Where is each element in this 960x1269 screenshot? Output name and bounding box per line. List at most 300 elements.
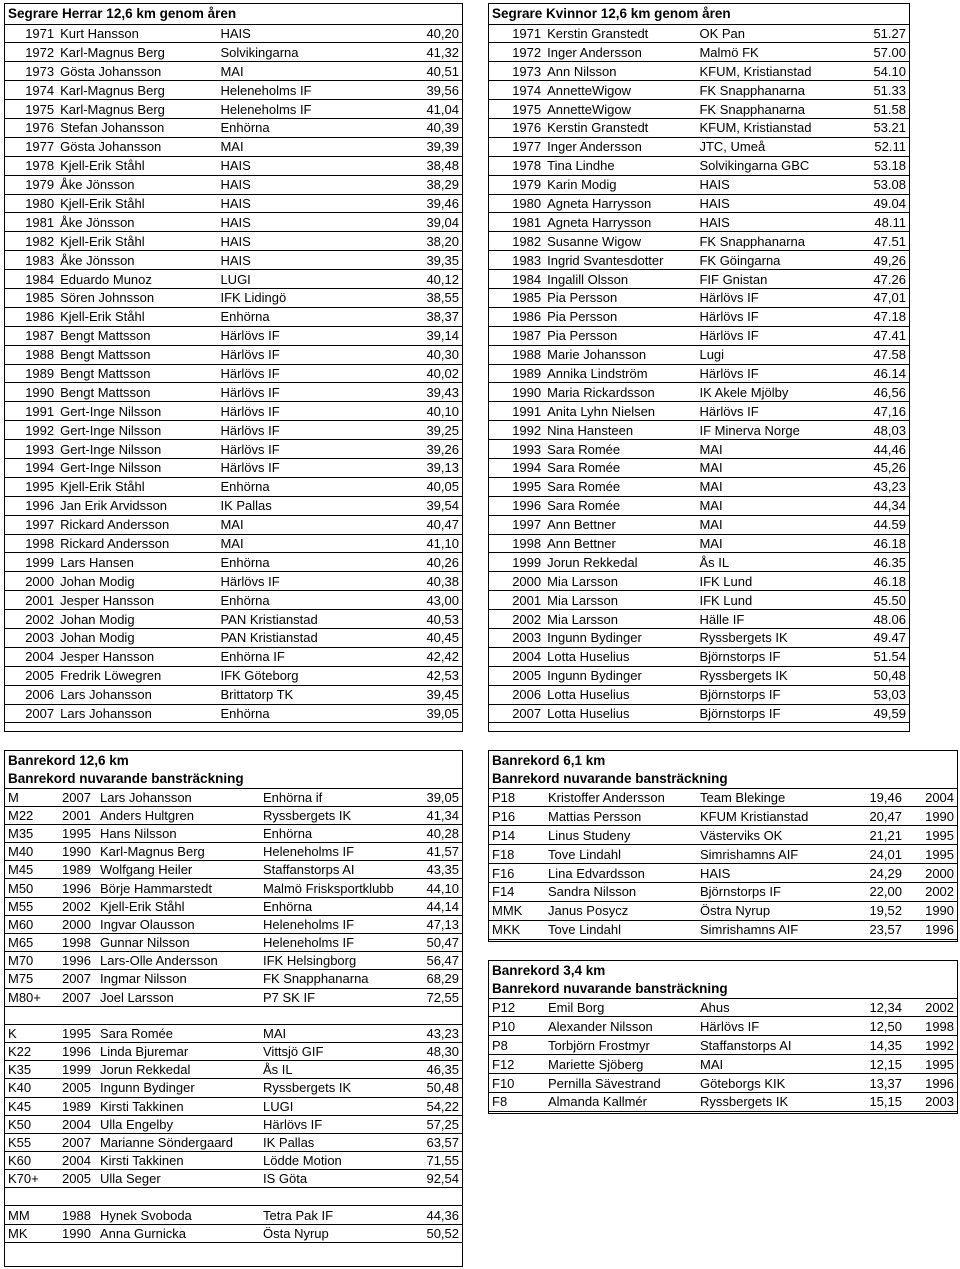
time-cell: 50,52	[412, 1224, 462, 1242]
club-cell: IFK Helsingborg	[260, 952, 412, 970]
name-cell: Gert-Inge Nilsson	[57, 458, 217, 477]
women-winner-row	[489, 81, 909, 100]
club-cell: Enhörna	[260, 897, 412, 915]
time-cell: 53.21	[847, 118, 909, 137]
year-cell: 1976	[489, 118, 544, 137]
record-12-6-row	[5, 1061, 462, 1079]
women-winners-panel	[488, 3, 910, 732]
record-3-4-subtitle: Banrekord nuvarande bansträckning	[489, 979, 957, 998]
class-cell: K22	[5, 1042, 59, 1060]
time-cell: 43,23	[847, 477, 909, 496]
year-cell: 2006	[489, 685, 544, 704]
time-cell: 46,35	[412, 1061, 462, 1079]
club-cell: Enhörna if	[260, 788, 412, 806]
class-cell: M35	[5, 824, 59, 842]
year-cell: 1995	[5, 477, 57, 496]
men-winner-row	[5, 232, 462, 251]
club-cell: FK Snapphanarna	[260, 970, 412, 988]
time-cell: 40,02	[358, 364, 462, 383]
club-cell: Brittatorp TK	[217, 685, 357, 704]
club-cell: MAI	[696, 440, 846, 459]
time-cell: 68,29	[412, 970, 462, 988]
women-winner-row	[489, 156, 909, 175]
time-cell: 40,45	[358, 629, 462, 648]
time-cell: 72,55	[412, 988, 462, 1006]
club-cell: FIF Gnistan	[696, 270, 846, 289]
club-cell: MAI	[217, 515, 357, 534]
name-cell: Kjell-Erik Ståhl	[57, 156, 217, 175]
year-cell: 2003	[905, 1092, 957, 1111]
class-cell: P8	[489, 1036, 545, 1055]
year-cell: 2002	[905, 998, 957, 1017]
women-winner-row	[489, 477, 909, 496]
women-winner-row	[489, 194, 909, 213]
women-winner-row	[489, 100, 909, 119]
club-cell: Björnstorps IF	[696, 647, 846, 666]
year-cell: 1978	[489, 156, 544, 175]
men-winner-row	[5, 572, 462, 591]
name-cell: Ingunn Bydinger	[97, 1079, 260, 1097]
name-cell: Ulla Seger	[97, 1170, 260, 1188]
class-cell: M50	[5, 879, 59, 897]
name-cell: Ingalill Olsson	[544, 270, 696, 289]
time-cell: 39,26	[358, 440, 462, 459]
year-cell: 1985	[489, 288, 544, 307]
year-cell: 2000	[59, 915, 97, 933]
year-cell: 1982	[5, 232, 57, 251]
time-cell: 44,34	[847, 496, 909, 515]
time-cell: 40,47	[358, 515, 462, 534]
name-cell: Nina Hansteen	[544, 421, 696, 440]
year-cell: 1986	[489, 307, 544, 326]
year-cell: 1996	[905, 920, 957, 939]
year-cell: 1999	[489, 553, 544, 572]
club-cell: Ryssbergets IK	[696, 629, 846, 648]
class-cell: MM	[5, 1206, 59, 1224]
time-cell: 46,56	[847, 383, 909, 402]
club-cell: Östra Nyrup	[697, 901, 843, 920]
club-cell: IS Göta	[260, 1170, 412, 1188]
name-cell: Lars Hansen	[57, 553, 217, 572]
record-3-4-row	[489, 1017, 957, 1036]
women-winner-row	[489, 137, 909, 156]
class-cell: M45	[5, 861, 59, 879]
club-cell: HAIS	[217, 24, 357, 43]
club-cell: HAIS	[217, 175, 357, 194]
year-cell: 1974	[489, 81, 544, 100]
name-cell: Anders Hultgren	[97, 806, 260, 824]
women-winner-row	[489, 591, 909, 610]
name-cell: Fredrik Löwegren	[57, 666, 217, 685]
club-cell: Björnstorps IF	[696, 685, 846, 704]
year-cell: 1996	[59, 952, 97, 970]
time-cell: 20,47	[843, 807, 905, 826]
year-cell: 1996	[905, 1074, 957, 1093]
name-cell: Rickard Andersson	[57, 515, 217, 534]
class-cell: K40	[5, 1079, 59, 1097]
club-cell: Solvikingarna	[217, 43, 357, 62]
club-cell: Heleneholms IF	[260, 843, 412, 861]
name-cell: Mariette Sjöberg	[545, 1055, 697, 1074]
name-cell: Åke Jönsson	[57, 175, 217, 194]
year-cell: 1987	[5, 326, 57, 345]
record-12-6-row	[5, 879, 462, 897]
class-cell: M65	[5, 934, 59, 952]
class-cell: P16	[489, 807, 545, 826]
men-winner-row	[5, 534, 462, 553]
time-cell: 48,30	[412, 1042, 462, 1060]
time-cell: 49,26	[847, 251, 909, 270]
year-cell: 1989	[59, 861, 97, 879]
name-cell: Sara Romée	[544, 496, 696, 515]
class-cell: K70+	[5, 1170, 59, 1188]
record-12-6-subtitle: Banrekord nuvarande bansträckning	[5, 769, 462, 788]
year-cell: 2002	[489, 610, 544, 629]
name-cell: Ann Bettner	[544, 515, 696, 534]
time-cell: 39,43	[358, 383, 462, 402]
club-cell: FK Göingarna	[696, 251, 846, 270]
record-6-1-row	[489, 807, 957, 826]
class-cell: M40	[5, 843, 59, 861]
club-cell: IF Minerva Norge	[696, 421, 846, 440]
record-12-6-row	[5, 1206, 462, 1224]
club-cell: Härlövs IF	[217, 421, 357, 440]
time-cell: 13,37	[843, 1074, 905, 1093]
time-cell: 63,57	[412, 1133, 462, 1151]
men-winner-row	[5, 137, 462, 156]
year-cell: 1996	[59, 1042, 97, 1060]
year-cell: 2002	[59, 897, 97, 915]
group-spacer	[5, 1188, 462, 1206]
year-cell: 1977	[5, 137, 57, 156]
name-cell: Karin Modig	[544, 175, 696, 194]
name-cell: Kirsti Takkinen	[97, 1097, 260, 1115]
name-cell: Pia Persson	[544, 326, 696, 345]
year-cell: 2002	[5, 610, 57, 629]
time-cell: 40,30	[358, 345, 462, 364]
women-winner-row	[489, 440, 909, 459]
name-cell: Ann Nilsson	[544, 62, 696, 81]
time-cell: 44,36	[412, 1206, 462, 1224]
time-cell: 47,01	[847, 288, 909, 307]
record-12-6-row	[5, 1115, 462, 1133]
club-cell: HAIS	[217, 213, 357, 232]
record-12-6-row	[5, 897, 462, 915]
record-6-1-row	[489, 788, 957, 807]
year-cell: 1976	[5, 118, 57, 137]
year-cell: 1980	[5, 194, 57, 213]
club-cell: Ås IL	[260, 1061, 412, 1079]
club-cell: Tetra Pak IF	[260, 1206, 412, 1224]
year-cell: 1995	[59, 1024, 97, 1042]
year-cell: 1975	[5, 100, 57, 119]
record-12-6-row	[5, 1042, 462, 1060]
time-cell: 43,35	[412, 861, 462, 879]
year-cell: 1994	[489, 458, 544, 477]
time-cell: 40,51	[358, 62, 462, 81]
year-cell: 1997	[5, 515, 57, 534]
time-cell: 41,04	[358, 100, 462, 119]
year-cell: 2007	[59, 788, 97, 806]
time-cell: 47.58	[847, 345, 909, 364]
time-cell: 39,35	[358, 251, 462, 270]
year-cell: 2007	[5, 704, 57, 723]
year-cell: 2001	[59, 806, 97, 824]
women-winners-title: Segrare Kvinnor 12,6 km genom åren	[489, 4, 909, 24]
club-cell: MAI	[217, 534, 357, 553]
name-cell: Emil Borg	[545, 998, 697, 1017]
record-12-6-row	[5, 952, 462, 970]
name-cell: AnnetteWigow	[544, 81, 696, 100]
time-cell: 40,05	[358, 477, 462, 496]
men-winner-row	[5, 591, 462, 610]
year-cell: 1990	[59, 1224, 97, 1242]
year-cell: 2005	[489, 666, 544, 685]
name-cell: Torbjörn Frostmyr	[545, 1036, 697, 1055]
club-cell: Ryssbergets IK	[260, 1079, 412, 1097]
year-cell: 2002	[905, 882, 957, 901]
time-cell: 46.18	[847, 572, 909, 591]
year-cell: 1973	[5, 62, 57, 81]
year-cell: 1993	[489, 440, 544, 459]
club-cell: JTC, Umeå	[696, 137, 846, 156]
class-cell: K50	[5, 1115, 59, 1133]
club-cell: Härlövs IF	[217, 383, 357, 402]
women-winner-row	[489, 610, 909, 629]
name-cell: Lotta Huselius	[544, 647, 696, 666]
men-winner-row	[5, 270, 462, 289]
women-winner-row	[489, 704, 909, 723]
men-winner-row	[5, 100, 462, 119]
time-cell: 54.10	[847, 62, 909, 81]
men-winner-row	[5, 156, 462, 175]
club-cell: Enhörna	[217, 553, 357, 572]
record-12-6-row	[5, 1097, 462, 1115]
time-cell: 12,15	[843, 1055, 905, 1074]
women-winner-row	[489, 345, 909, 364]
time-cell: 57.00	[847, 43, 909, 62]
time-cell: 39,05	[412, 788, 462, 806]
name-cell: Pia Persson	[544, 307, 696, 326]
year-cell: 2005	[59, 1079, 97, 1097]
class-cell: M70	[5, 952, 59, 970]
year-cell: 1999	[59, 1061, 97, 1079]
men-winners-table	[5, 4, 462, 723]
club-cell: Härlövs IF	[217, 458, 357, 477]
club-cell: FK Snapphanarna	[696, 81, 846, 100]
time-cell: 57,25	[412, 1115, 462, 1133]
club-cell: Heleneholms IF	[217, 100, 357, 119]
club-cell: Härlövs IF	[217, 402, 357, 421]
year-cell: 2004	[905, 788, 957, 807]
time-cell: 40,26	[358, 553, 462, 572]
club-cell: Hälle IF	[696, 610, 846, 629]
name-cell: Ulla Engelby	[97, 1115, 260, 1133]
year-cell: 2001	[5, 591, 57, 610]
year-cell: 1989	[59, 1097, 97, 1115]
time-cell: 12,34	[843, 998, 905, 1017]
group-spacer	[5, 1006, 462, 1024]
name-cell: Lotta Huselius	[544, 685, 696, 704]
class-cell: P10	[489, 1017, 545, 1036]
time-cell: 41,57	[412, 843, 462, 861]
name-cell: Lars Johansson	[57, 704, 217, 723]
record-6-1-title: Banrekord 6,1 km	[492, 752, 606, 768]
class-cell: F12	[489, 1055, 545, 1074]
year-cell: 1998	[489, 534, 544, 553]
men-winner-row	[5, 307, 462, 326]
year-cell: 1993	[5, 440, 57, 459]
women-winner-row	[489, 572, 909, 591]
name-cell: Kjell-Erik Ståhl	[57, 307, 217, 326]
club-cell: Härlövs IF	[217, 364, 357, 383]
record-6-1-row	[489, 920, 957, 939]
year-cell: 1981	[489, 213, 544, 232]
name-cell: Hynek Svoboda	[97, 1206, 260, 1224]
club-cell: Göteborgs KIK	[697, 1074, 843, 1093]
club-cell: Heleneholms IF	[217, 81, 357, 100]
name-cell: Kjell-Erik Ståhl	[97, 897, 260, 915]
record-12-6-row	[5, 843, 462, 861]
time-cell: 38,37	[358, 307, 462, 326]
club-cell: LUGI	[217, 270, 357, 289]
year-cell: 1998	[905, 1017, 957, 1036]
name-cell: Lars Johansson	[57, 685, 217, 704]
year-cell: 1992	[489, 421, 544, 440]
time-cell: 45.50	[847, 591, 909, 610]
year-cell: 2004	[59, 1115, 97, 1133]
name-cell: Inger Andersson	[544, 137, 696, 156]
year-cell: 1992	[5, 421, 57, 440]
club-cell: IFK Göteborg	[217, 666, 357, 685]
club-cell: Enhörna	[217, 704, 357, 723]
name-cell: Sara Romée	[544, 477, 696, 496]
men-winner-row	[5, 326, 462, 345]
time-cell: 15,15	[843, 1092, 905, 1111]
time-cell: 39,56	[358, 81, 462, 100]
club-cell: Lödde Motion	[260, 1152, 412, 1170]
name-cell: Mattias Persson	[545, 807, 697, 826]
name-cell: Linus Studeny	[545, 826, 697, 845]
time-cell: 47.26	[847, 270, 909, 289]
record-6-1-row	[489, 901, 957, 920]
name-cell: Marianne Söndergaard	[97, 1133, 260, 1151]
time-cell: 39,54	[358, 496, 462, 515]
name-cell: Gert-Inge Nilsson	[57, 402, 217, 421]
men-winner-row	[5, 81, 462, 100]
women-winner-row	[489, 383, 909, 402]
club-cell: Malmö FK	[696, 43, 846, 62]
time-cell: 47,13	[412, 915, 462, 933]
time-cell: 44,10	[412, 879, 462, 897]
class-cell: K55	[5, 1133, 59, 1151]
time-cell: 39,45	[358, 685, 462, 704]
women-winner-row	[489, 534, 909, 553]
time-cell: 45,26	[847, 458, 909, 477]
club-cell: Ås IL	[696, 553, 846, 572]
year-cell: 2005	[5, 666, 57, 685]
men-winner-row	[5, 118, 462, 137]
class-cell: K45	[5, 1097, 59, 1115]
year-cell: 1995	[905, 845, 957, 864]
men-winner-row	[5, 685, 462, 704]
time-cell: 39,25	[358, 421, 462, 440]
record-6-1-row	[489, 882, 957, 901]
club-cell: MAI	[696, 477, 846, 496]
name-cell: Alexander Nilsson	[545, 1017, 697, 1036]
time-cell: 19,46	[843, 788, 905, 807]
club-cell: Härlövs IF	[696, 364, 846, 383]
time-cell: 40,28	[412, 824, 462, 842]
time-cell: 41,10	[358, 534, 462, 553]
name-cell: Stefan Johansson	[57, 118, 217, 137]
women-winner-row	[489, 232, 909, 251]
record-12-6-row	[5, 1079, 462, 1097]
women-winner-row	[489, 251, 909, 270]
year-cell: 1972	[5, 43, 57, 62]
men-winner-row	[5, 364, 462, 383]
class-cell: P18	[489, 788, 545, 807]
year-cell: 1971	[489, 24, 544, 43]
name-cell: Lars-Olle Andersson	[97, 952, 260, 970]
club-cell: FK Snapphanarna	[696, 232, 846, 251]
club-cell: Östa Nyrup	[260, 1224, 412, 1242]
name-cell: Karl-Magnus Berg	[57, 100, 217, 119]
club-cell: HAIS	[697, 864, 843, 883]
men-winner-row	[5, 496, 462, 515]
year-cell: 1988	[59, 1206, 97, 1224]
name-cell: Agneta Harrysson	[544, 213, 696, 232]
club-cell: HAIS	[217, 156, 357, 175]
time-cell: 21,21	[843, 826, 905, 845]
year-cell: 1998	[5, 534, 57, 553]
name-cell: Gert-Inge Nilsson	[57, 440, 217, 459]
year-cell: 1996	[59, 879, 97, 897]
men-winner-row	[5, 666, 462, 685]
year-cell: 2001	[489, 591, 544, 610]
men-winner-row	[5, 515, 462, 534]
name-cell: Agneta Harrysson	[544, 194, 696, 213]
class-cell: F14	[489, 882, 545, 901]
year-cell: 1984	[489, 270, 544, 289]
time-cell: 44.59	[847, 515, 909, 534]
record-3-4-table	[489, 961, 957, 1112]
name-cell: Joel Larsson	[97, 988, 260, 1006]
time-cell: 56,47	[412, 952, 462, 970]
name-cell: Sören Johnsson	[57, 288, 217, 307]
name-cell: Ingvar Olausson	[97, 915, 260, 933]
record-3-4-row	[489, 1036, 957, 1055]
class-cell: M	[5, 788, 59, 806]
year-cell: 2003	[5, 629, 57, 648]
name-cell: Bengt Mattsson	[57, 364, 217, 383]
time-cell: 40,10	[358, 402, 462, 421]
women-winner-row	[489, 515, 909, 534]
time-cell: 48,03	[847, 421, 909, 440]
time-cell: 12,50	[843, 1017, 905, 1036]
time-cell: 39,46	[358, 194, 462, 213]
women-winner-row	[489, 62, 909, 81]
time-cell: 40,20	[358, 24, 462, 43]
women-winner-row	[489, 553, 909, 572]
club-cell: Härlövs IF	[696, 307, 846, 326]
men-winner-row	[5, 629, 462, 648]
name-cell: Ingrid Svantesdotter	[544, 251, 696, 270]
women-winner-row	[489, 118, 909, 137]
name-cell: Kerstin Granstedt	[544, 118, 696, 137]
time-cell: 47.18	[847, 307, 909, 326]
time-cell: 42,53	[358, 666, 462, 685]
